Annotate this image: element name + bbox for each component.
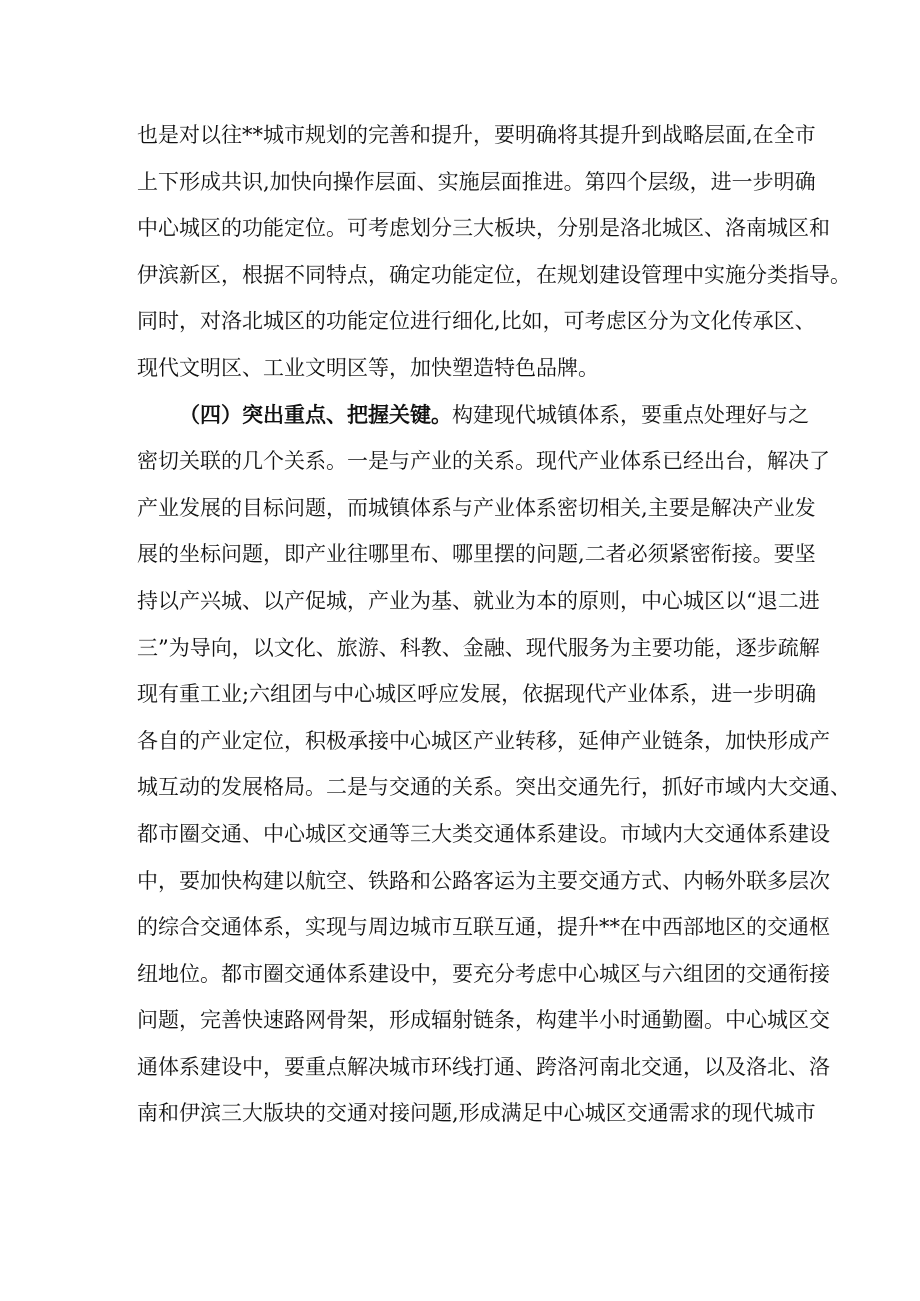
paragraph-2: [137, 392, 851, 1138]
paragraph-1: [137, 112, 851, 392]
text-line: 持以产兴城、以产促城，产业为基、就业为本的原则，中心城区以“退二进: [137, 588, 820, 613]
text-line: 都市圈交通、中心城区交通等三大类交通体系建设。市域内大交通体系建设: [137, 821, 830, 846]
text-line: 现代文明区、工业文明区等，加快塑造特色品牌。: [137, 355, 599, 380]
text-line: 密切关联的几个关系。一是与产业的关系。现代产业体系已经出台，解决了: [137, 449, 830, 474]
text-line: 的综合交通体系，实现与周边城市互联互通，提升**在中西部地区的交通枢: [137, 915, 830, 940]
text-line: 中心城区的功能定位。可考虑划分三大板块，分别是洛北城区、洛南城区和: [137, 216, 830, 241]
section-heading: （四）突出重点、把握关键。: [179, 401, 452, 427]
text-line: 三”为导向，以文化、旅游、科教、金融、现代服务为主要功能，逐步疏解: [137, 635, 820, 660]
text-line: 同时，对洛北城区的功能定位进行细化,比如，可考虑区分为文化传承区、: [137, 309, 816, 334]
text-line: 各自的产业定位，积极承接中心城区产业转移，延伸产业链条，加快形成产: [137, 728, 830, 753]
text-line: 南和伊滨三大版块的交通对接问题,形成满足中心城区交通需求的现代城市: [137, 1101, 816, 1126]
text-line: 中，要加快构建以航空、铁路和公路客运为主要交通方式、内畅外联多层次: [137, 868, 830, 893]
text-line: 产业发展的目标问题，而城镇体系与产业体系密切相关,主要是解决产业发: [137, 495, 816, 520]
text-line: 纽地位。都市圈交通体系建设中，要充分考虑中心城区与六组团的交通衔接: [137, 961, 830, 986]
text-line: 展的坐标问题，即产业往哪里布、哪里摆的问题,二者必须紧密衔接。要坚: [137, 542, 816, 567]
text-line: 通体系建设中，要重点解决城市环线打通、跨洛河南北交通，以及洛北、洛: [137, 1054, 830, 1079]
paragraph-2-first-line: [137, 392, 809, 439]
heading-followup-text: 构建现代城镇体系，要重点处理好与之: [452, 402, 809, 427]
text-line: 问题，完善快速路网骨架，形成辐射链条，构建半小时通勤圈。中心城区交: [137, 1008, 830, 1033]
text-line: 城互动的发展格局。二是与交通的关系。突出交通先行，抓好市域内大交通、: [137, 775, 851, 800]
text-line: 伊滨新区，根据不同特点，确定功能定位，在规划建设管理中实施分类指导。: [137, 262, 851, 287]
text-line: 上下形成共识,加快向操作层面、实施层面推进。第四个层级，进一步明确: [137, 169, 816, 194]
text-line: 现有重工业;六组团与中心城区呼应发展，依据现代产业体系，进一步明确: [137, 682, 817, 707]
text-line: 也是对以往**城市规划的完善和提升，要明确将其提升到战略层面,在全市: [137, 123, 816, 147]
document-body: [137, 112, 851, 1137]
